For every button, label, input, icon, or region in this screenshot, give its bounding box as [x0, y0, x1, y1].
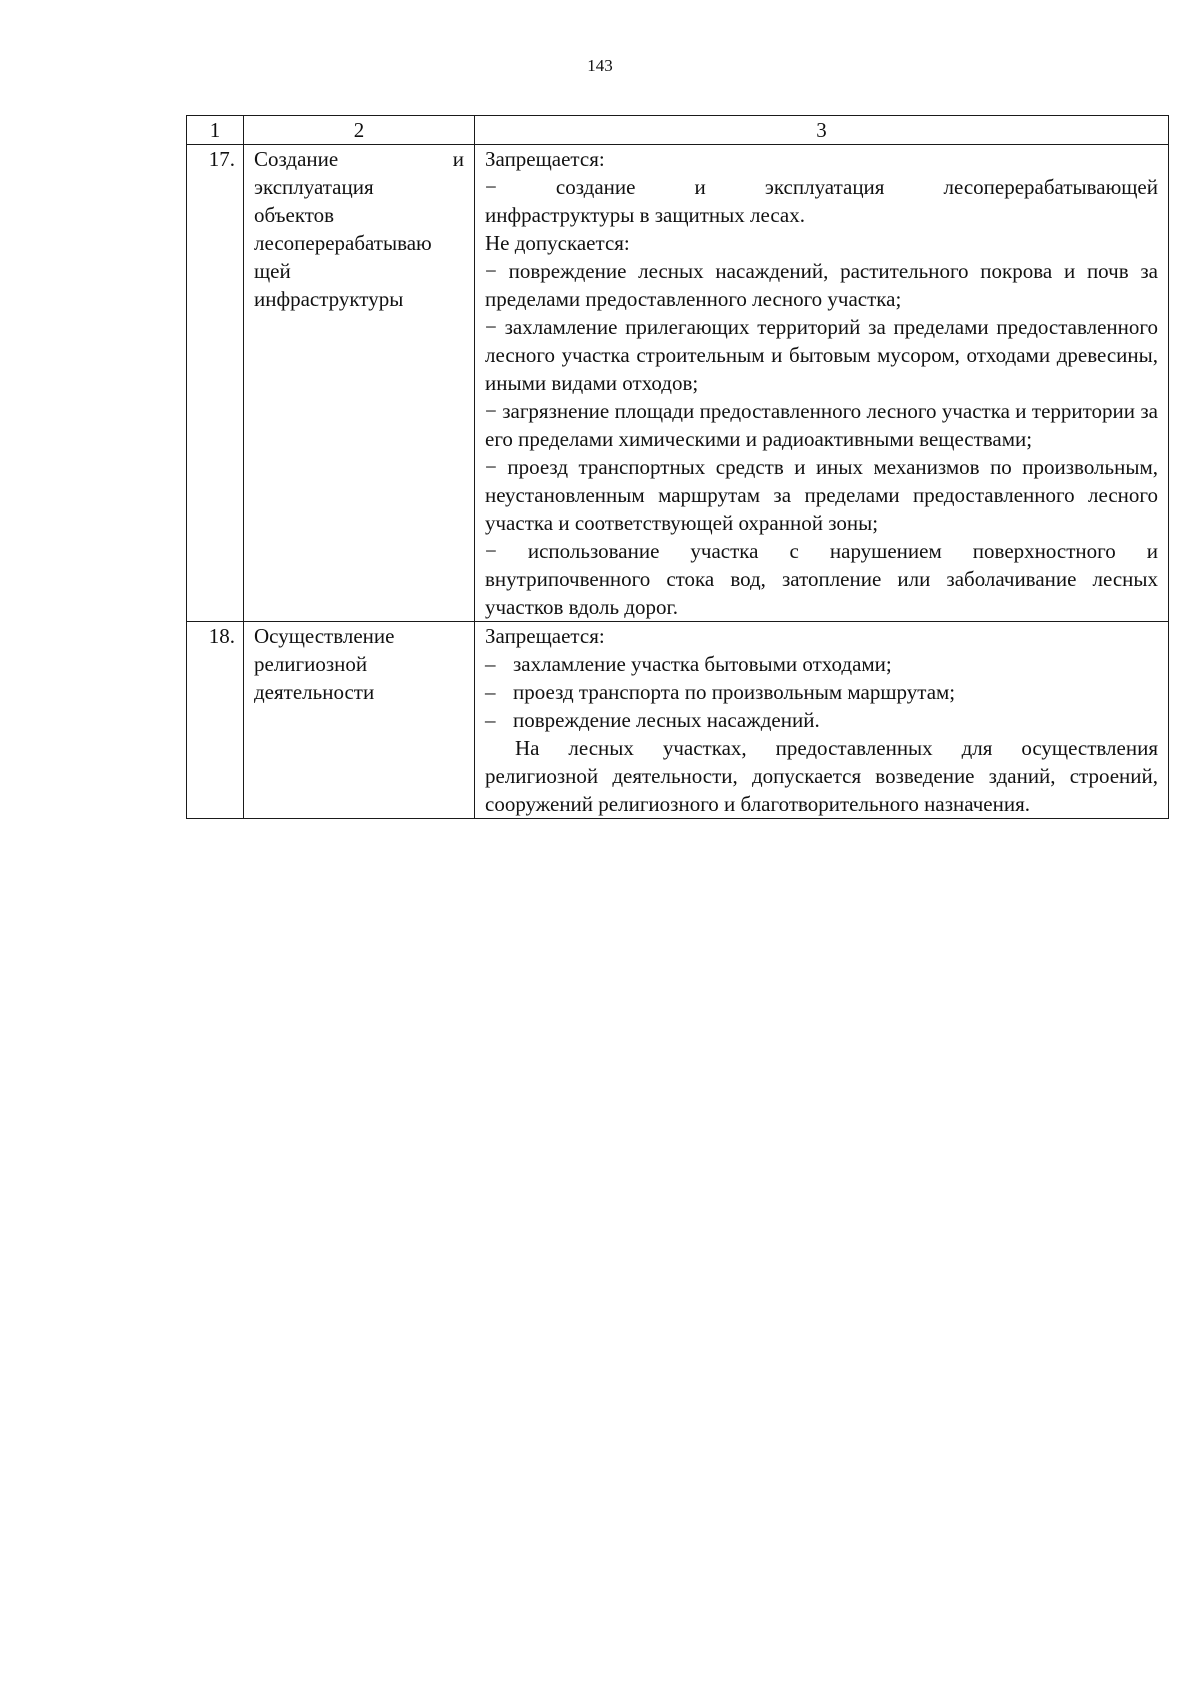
header-cell-2: 2: [244, 116, 475, 145]
not-allowed-heading: Не допускается:: [485, 231, 630, 255]
requirement-item: − проезд транспортных средств и иных механизмов по произвольным, неустановленным маршрутам за пределами предоставленного лесного участка и соответствующей охранной зоны;: [485, 455, 1158, 535]
requirements-cell: [475, 145, 1169, 622]
requirement-item: − захламление прилегающих территорий за пределами предоставленного лесного участка строительным и бытовым мусором, отходами древесины, иными видами отходов;: [485, 315, 1158, 395]
requirement-item: − использование участка с нарушением поверхностного и внутрипочвенного стока вод, затопление или заболачивание лесных участков вдоль дорог.: [485, 539, 1158, 619]
activity-name-line: объектов: [254, 203, 335, 227]
row-number: 18.: [187, 622, 244, 819]
list-item-text: захламление участка бытовыми отходами;: [513, 652, 892, 676]
dash-marker: –: [485, 652, 496, 676]
dash-marker: –: [485, 680, 496, 704]
list-item: [485, 650, 1158, 678]
prohibited-heading: Запрещается:: [485, 147, 605, 171]
table-row: [187, 622, 1169, 819]
prohibited-heading: Запрещается:: [485, 624, 605, 648]
activity-name-line: эксплуатация: [254, 175, 374, 199]
activity-name-line: религиозной: [254, 652, 368, 676]
header-cell-3: 3: [475, 116, 1169, 145]
activity-name-line: щей: [254, 259, 291, 283]
activity-name-line: инфраструктуры: [254, 287, 404, 311]
requirements-cell: [475, 622, 1169, 819]
activity-name: [244, 622, 475, 819]
table-header-row: [187, 116, 1169, 145]
header-cell-1: 1: [187, 116, 244, 145]
list-item: [485, 706, 1158, 734]
dash-marker: –: [485, 708, 496, 732]
row-number: 17.: [187, 145, 244, 622]
activity-name-line: деятельности: [254, 680, 375, 704]
requirement-item-continued: инфраструктуры в защитных лесах.: [485, 203, 806, 227]
list-item-text: повреждение лесных насаждений.: [513, 708, 820, 732]
activity-name-line: Создание и: [254, 147, 464, 171]
activity-name-line: лесоперерабатываю: [254, 231, 432, 255]
activity-name-line: Осуществление: [254, 624, 395, 648]
page-number: 143: [587, 56, 613, 75]
allowed-paragraph: На лесных участках, предоставленных для осуществления религиозной деятельности, допускается возведение зданий, строений, сооружений религиозного и благотворительного назначения.: [485, 736, 1158, 816]
list-item: [485, 678, 1158, 706]
table-row: [187, 145, 1169, 622]
list-item-text: проезд транспорта по произвольным маршрутам;: [513, 680, 956, 704]
requirement-item: − создание и эксплуатация лесоперерабатывающей: [485, 175, 1158, 199]
requirement-item: − повреждение лесных насаждений, растительного покрова и почв за пределами предоставленного лесного участка;: [485, 259, 1158, 311]
activity-name: [244, 145, 475, 622]
regulations-table: [186, 115, 1169, 819]
requirement-item: − загрязнение площади предоставленного лесного участка и территории за его пределами химическими и радиоактивными веществами;: [485, 399, 1158, 451]
